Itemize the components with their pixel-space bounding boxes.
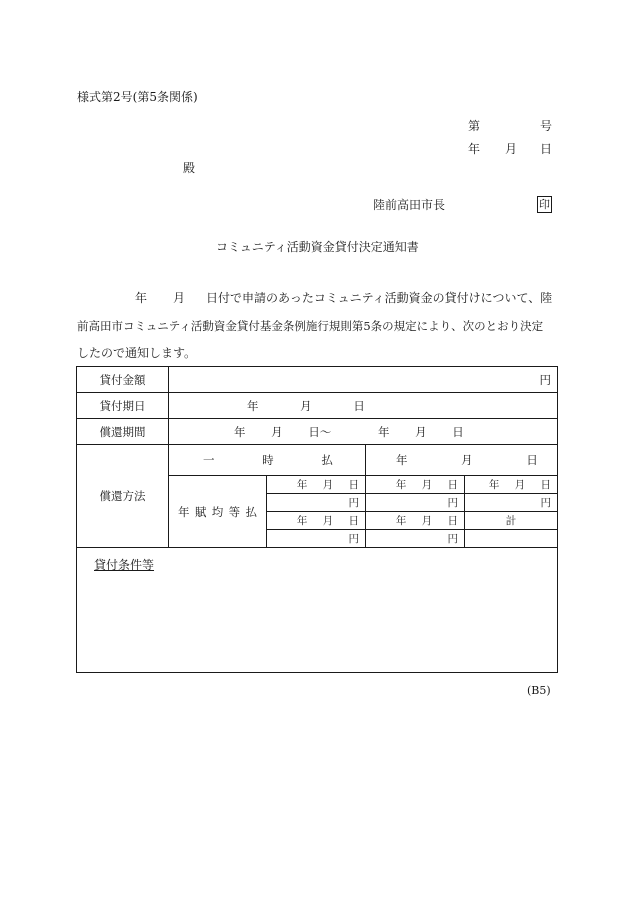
installment-date-4 <box>267 512 366 530</box>
date-day: 日 <box>540 142 553 156</box>
inst1-day: 日 <box>348 479 359 491</box>
lump-sum-label <box>169 445 366 476</box>
period-end-day: 日 <box>452 424 464 439</box>
installment-amount-2: 円 <box>366 494 465 512</box>
installment-char-1: 年 <box>178 504 190 519</box>
installment-amount-4: 円 <box>267 530 366 548</box>
period-start-day: 日〜 <box>308 424 332 439</box>
inst5-month: 月 <box>421 515 433 527</box>
lump-sum-char-3: 払 <box>321 453 333 467</box>
loan-amount-value: 円 <box>169 367 558 393</box>
inst4-day: 日 <box>348 515 359 527</box>
installment-char-5: 払 <box>245 504 257 519</box>
loan-amount-label: 貸付金額 <box>77 367 169 393</box>
table-row-repay-period <box>77 419 558 445</box>
installment-char-3: 均 <box>211 504 224 519</box>
lump-sum-year: 年 <box>396 453 408 467</box>
body-line-3: したので通知します。 <box>77 346 197 360</box>
installment-label <box>169 476 267 548</box>
date-year: 年 <box>468 142 481 156</box>
loan-date-label: 貸付期日 <box>77 393 169 419</box>
paper-size: (B5) <box>527 684 551 697</box>
total-amount <box>465 530 558 548</box>
installment-amount-5: 円 <box>366 530 465 548</box>
table-row-loan-date <box>77 393 558 419</box>
installment-char-4: 等 <box>228 504 241 519</box>
period-start-month: 月 <box>271 424 283 439</box>
issuer-name: 陸前高田市長 <box>373 198 446 212</box>
loan-date-value <box>169 393 558 419</box>
loan-date-year: 年 <box>247 398 259 413</box>
lump-sum-date <box>366 445 558 476</box>
inst5-year: 年 <box>395 515 407 527</box>
lump-sum-day: 日 <box>526 453 538 467</box>
inst2-year: 年 <box>395 479 407 491</box>
period-end-month: 月 <box>415 424 427 439</box>
inst3-month: 月 <box>514 479 526 491</box>
installment-date-2 <box>366 476 465 494</box>
loan-table <box>76 366 558 673</box>
body-line-2: 前高田市コミュニティ活動資金貸付基金条例施行規則第5条の規定により、次のとおり決定 <box>77 319 544 333</box>
table-row-lump-sum <box>77 445 558 476</box>
date-month: 月 <box>505 142 518 156</box>
inst3-year: 年 <box>488 479 500 491</box>
inst3-day: 日 <box>540 479 551 491</box>
loan-date-month: 月 <box>300 398 312 413</box>
conditions-label: 貸付条件等 <box>94 558 155 572</box>
period-end-year: 年 <box>377 424 390 439</box>
body-month: 月 <box>173 291 186 305</box>
period-start-year: 年 <box>234 424 246 439</box>
installment-date-1 <box>267 476 366 494</box>
inst1-year: 年 <box>296 479 308 491</box>
installment-date-5 <box>366 512 465 530</box>
repay-period-value <box>169 419 558 445</box>
inst4-year: 年 <box>296 515 308 527</box>
table-row-loan-amount <box>77 367 558 393</box>
inst2-month: 月 <box>421 479 433 491</box>
repay-period-label: 償還期間 <box>77 419 169 445</box>
lump-sum-char-1: 一 <box>203 453 215 467</box>
inst1-month: 月 <box>322 479 334 491</box>
installment-amount-1: 円 <box>267 494 366 512</box>
form-number: 様式第2号(第5条関係) <box>77 90 198 104</box>
total-label: 計 <box>465 512 558 530</box>
recipient-suffix: 殿 <box>183 161 196 175</box>
loan-date-day: 日 <box>353 398 365 413</box>
seal-stamp: 印 <box>539 198 550 211</box>
document-number-dai: 第 <box>468 119 481 133</box>
inst4-month: 月 <box>322 515 334 527</box>
repay-method-label: 償還方法 <box>77 445 169 548</box>
lump-sum-char-2: 時 <box>262 453 274 467</box>
installment-label-chars <box>178 504 257 520</box>
body-year: 年 <box>135 291 148 305</box>
inst5-day: 日 <box>447 515 458 527</box>
document-number-go: 号 <box>540 119 553 133</box>
inst2-day: 日 <box>447 479 458 491</box>
document-title: コミュニティ活動資金貸付決定通知書 <box>216 240 419 254</box>
conditions-box <box>77 548 558 673</box>
table-row-conditions <box>77 548 558 673</box>
lump-sum-month: 月 <box>461 453 473 467</box>
installment-amount-3: 円 <box>465 494 558 512</box>
installment-char-2: 賦 <box>194 504 207 519</box>
body-line-1: 日付で申請のあったコミュニティ活動資金の貸付けについて、陸 <box>206 291 553 305</box>
installment-date-3 <box>465 476 558 494</box>
